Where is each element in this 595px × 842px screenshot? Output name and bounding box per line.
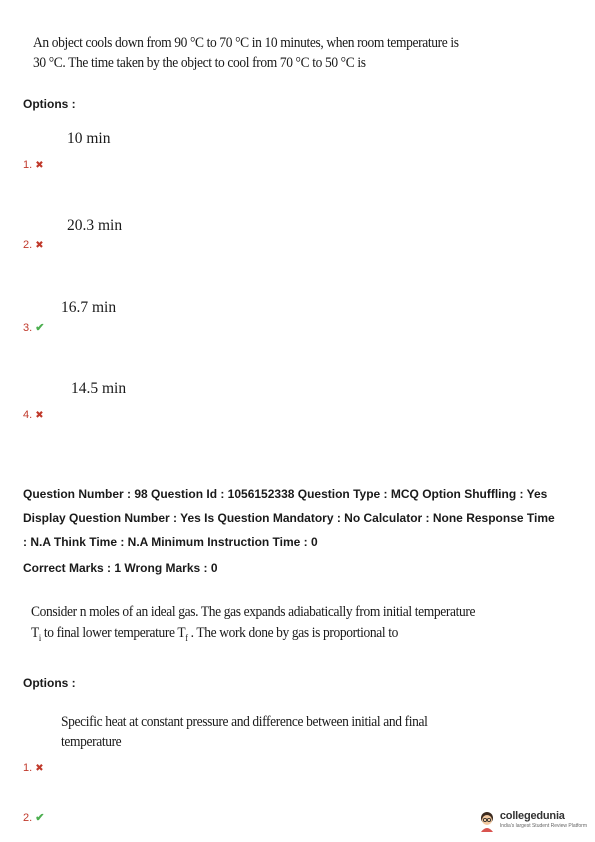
wrong-mark-icon: ✖ <box>35 763 44 774</box>
logo-tagline: India's largest Student Review Platform <box>499 823 587 829</box>
question-text-line: $T_i$ to final lower temperature $T_f$ . The work done by gas is proportional to <box>31 625 398 643</box>
option-value: 14.5 min <box>71 380 127 397</box>
option-number: 4. <box>23 409 33 421</box>
option-number-row <box>23 758 44 776</box>
wrong-mark-icon: ✖ <box>35 410 44 421</box>
wrong-mark-icon: ✖ <box>35 240 44 251</box>
logo-name: collegedunia <box>499 810 565 822</box>
question-meta-line: Question Number : 98 Question Id : 1056152338 Question Type : MCQ Option Shuffling : Yes <box>23 487 548 501</box>
question-text-line: An object cools down from 90 °C to 70 °C in 10 minutes, when room temperature is <box>33 35 459 51</box>
wrong-mark-icon: ✖ <box>35 160 44 171</box>
question-meta-line: Display Question Number : Yes Is Question Mandatory : No Calculator : None Response Time <box>23 511 555 525</box>
correct-check-icon: ✔ <box>35 812 45 824</box>
marks-line: Correct Marks : 1 Wrong Marks : 0 <box>23 561 218 575</box>
question-meta-line: : N.A Think Time : N.A Minimum Instruction Time : 0 <box>23 535 318 549</box>
option-number-row <box>23 235 44 253</box>
mascot-icon <box>477 810 497 832</box>
collegedunia-logo <box>477 810 587 832</box>
option-number: 3. <box>23 322 33 334</box>
option-number-row <box>23 808 44 826</box>
option-value: Specific heat at constant pressure and difference between initial and final <box>61 714 428 730</box>
option-value: 20.3 min <box>67 217 123 234</box>
option-number: 1. <box>23 762 33 774</box>
option-value: 16.7 min <box>61 299 117 316</box>
options-label: Options : <box>23 97 76 111</box>
question-text-line: Consider n moles of an ideal gas. The gas expands adiabatically from initial temperature <box>31 604 476 620</box>
option-number: 2. <box>23 812 33 824</box>
question-text-line: 30 °C. The time taken by the object to cool from 70 °C to 50 °C is <box>33 55 366 71</box>
option-number-row <box>23 318 44 336</box>
option-number: 1. <box>23 159 33 171</box>
correct-check-icon: ✔ <box>35 322 45 334</box>
option-number-row <box>23 155 44 173</box>
option-value: temperature <box>61 734 122 750</box>
option-number-row <box>23 405 44 423</box>
option-value: 10 min <box>67 130 111 147</box>
options-label: Options : <box>23 676 76 690</box>
option-number: 2. <box>23 239 33 251</box>
